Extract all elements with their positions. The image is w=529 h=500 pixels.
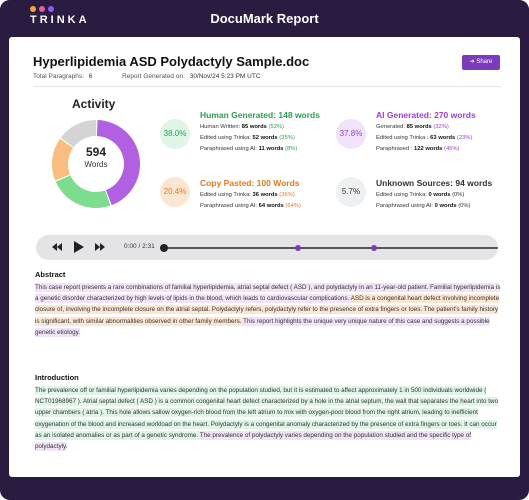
- share-label: Share: [476, 59, 493, 65]
- total-words-label: Words: [84, 160, 108, 169]
- abstract-paragraph: [35, 282, 501, 338]
- playback-time: 0:00 / 2:31: [124, 243, 155, 250]
- share-icon: ➔: [469, 59, 475, 65]
- human-edited-line: Edited using Trinka: 52 words (35%): [200, 135, 295, 141]
- total-paragraphs-label: Total Paragraphs:: [33, 73, 84, 80]
- total-words-count: 594: [85, 145, 107, 159]
- abstract-heading: Abstract: [35, 270, 66, 279]
- copy-edited-line: Edited using Trinka: 36 words (36%): [200, 192, 295, 198]
- human-written-line: Human Written: 85 words (52%): [200, 124, 285, 130]
- human-percent-circle: 38.0%: [160, 119, 190, 149]
- activity-title: Activity: [72, 97, 116, 111]
- introduction-paragraph: [35, 385, 501, 452]
- document-title: Hyperlipidemia ASD Polydactyly Sample.doc: [33, 54, 310, 69]
- total-paragraphs-value: 6: [88, 73, 93, 80]
- timeline-marker[interactable]: [295, 245, 301, 251]
- seek-bar[interactable]: [164, 247, 498, 249]
- ai-percent-circle: 37.8%: [336, 119, 366, 149]
- logo-text: TRINKA: [30, 14, 90, 26]
- play-icon[interactable]: [73, 240, 85, 254]
- unknown-edited-line: Edited using Trinka: 0 words (0%): [376, 192, 465, 198]
- unknown-paraphrased-line: Paraphrased using AI: 0 words (0%): [376, 203, 471, 209]
- timeline-marker[interactable]: [371, 245, 377, 251]
- ai-generated-segment: The prevalence of polydactyly varies depending on the population studied and the specific type of polydactyly.: [35, 431, 472, 451]
- copy-pasted-segment: ASD is a congenital heart defect involving incomplete closure of, involving the incomplete closure on the atrial septal. Polydactyly refers, polydactyly refer to the presence of extra fingers or toes. The patient's family history is significant, with similar abnormalities observed in other family members.: [35, 295, 500, 325]
- human-generated-title: Human Generated: 148 words: [200, 110, 320, 120]
- ai-generated-segment: This case report presents a rare combinations of familial hyperlipidemia, atrial septal defect ( ASD ), and polydactyly in an 11-year-old patient. Familial hyperlipidemia is a genetic disorder characterized by high levels of lipids in the blood, which leads to cardiovascular complications.: [35, 284, 501, 303]
- share-button[interactable]: [462, 55, 500, 70]
- seek-handle[interactable]: [160, 244, 168, 252]
- ai-generated-title: AI Generated: 270 words: [376, 110, 476, 120]
- fast-forward-icon[interactable]: [94, 241, 106, 253]
- copy-percent-circle: 20.4%: [160, 177, 190, 207]
- report-generated-label: Report Generated on:: [122, 73, 185, 80]
- document-meta: [33, 73, 261, 80]
- copy-paraphrased-line: Paraphrased using AI: 64 words (64%): [200, 203, 301, 209]
- report-card: [9, 37, 520, 477]
- human-paraphrased-line: Paraphrased using AI: 11 words (8%): [200, 146, 298, 152]
- introduction-heading: Introduction: [35, 373, 79, 382]
- app-title: DocuMark Report: [210, 11, 319, 26]
- human-generated-segment: The prevalence off or familial hyperlipidemia varies depending on the population studied, but it is estimated to affect approximately 1 in 500 individuals worldwide ( NCT01968967 ). Atrial septal defect ( ASD ) is a common congenital heart defect characterized by a hole in the atrial septum, the wall that separates the heart into two upper chambers ( atria ). This hole allows sallow oxygen-rich blood from the left atrium to mix with oxygen-poor blood from the right atrium, leading to inefficient oxygenation of the blood and increased workload on the heart. Polydactyly is a congenital anomaly characterized by the presence of extra fingers or toes. It can occur as an isolated anomalies or as part of a genetic syndrome.: [35, 387, 499, 439]
- header-divider: [33, 86, 501, 87]
- ai-edited-line: Edited using Trinka : 63 words (23%): [376, 135, 473, 141]
- donut-slice-human-generated: [56, 175, 111, 208]
- unknown-percent-circle: 5.7%: [336, 177, 366, 207]
- audio-player: [36, 235, 498, 260]
- ai-generated-line: Generated: 85 words (32%): [376, 124, 449, 130]
- ai-paraphrased-line: Paraphrased : 122 words (45%): [376, 146, 460, 152]
- unknown-sources-title: Unknown Sources: 94 words: [376, 178, 493, 188]
- ai-generated-segment: This report highlights the unique very unique nature of this case and suggests a possible genetic etiology.: [35, 317, 490, 336]
- top-bar: [0, 0, 529, 36]
- copy-pasted-title: Copy Pasted: 100 Words: [200, 178, 300, 188]
- rewind-icon[interactable]: [51, 241, 63, 253]
- report-generated-value: 30/Nov/24 5:23 PM UTC: [189, 73, 261, 80]
